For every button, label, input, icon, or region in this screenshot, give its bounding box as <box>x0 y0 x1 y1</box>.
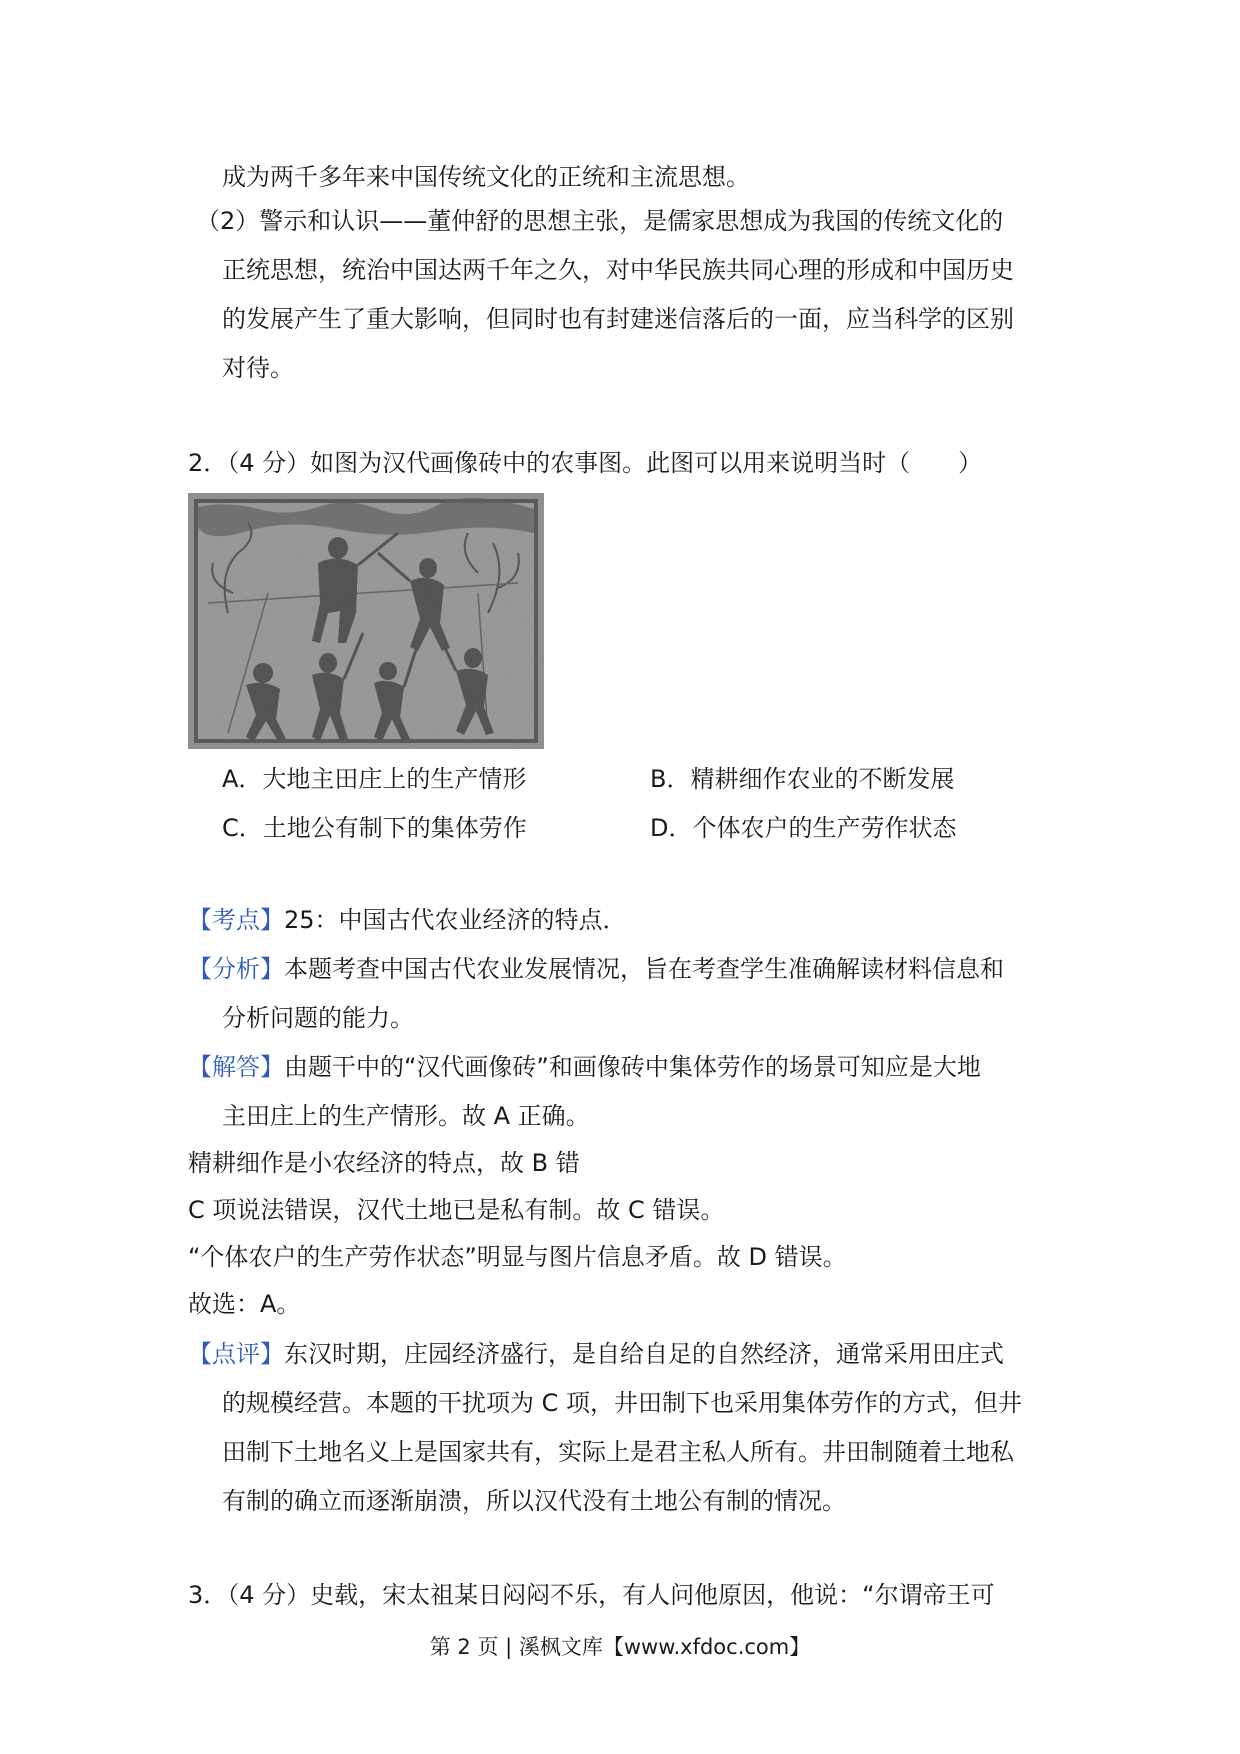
prev-answer-line: 成为两千多年来中国传统文化的正统和主流思想。 <box>222 163 750 191</box>
question-2-stem: 2．（4 分）如图为汉代画像砖中的农事图。此图可以用来说明当时（ ） <box>188 449 983 477</box>
dianping-line-3: 田制下土地名义上是国家共有，实际上是君主私人所有。井田制随着土地私 <box>222 1438 1014 1466</box>
fenxi-tag: 【分析】 <box>188 955 284 983</box>
option-d: D．个体农户的生产劳作状态 <box>650 814 957 842</box>
kaodian-line <box>188 903 627 937</box>
question-3-stem: 3．（4 分）史载，宋太祖某日闷闷不乐，有人问他原因，他说：“尔谓帝王可 <box>188 1581 995 1609</box>
fenxi-line-2: 分析问题的能力。 <box>222 1004 414 1032</box>
han-brick-relief-icon <box>188 493 544 749</box>
jieda-line-4: C 项说法错误，汉代土地已是私有制。故 C 错误。 <box>188 1196 725 1224</box>
jieda-line-6: 故选：A。 <box>188 1290 301 1318</box>
jieda-line-5: “个体农户的生产劳作状态”明显与图片信息矛盾。故 D 错误。 <box>188 1243 847 1271</box>
dianping-line <box>188 1337 1004 1371</box>
kaodian-text: 25：中国古代农业经济的特点． <box>284 906 627 934</box>
dianping-line-2: 的规模经营。本题的干扰项为 C 项，井田制下也采用集体劳作的方式，但井 <box>222 1389 1023 1417</box>
prev-answer-line: 正统思想，统治中国达两千年之久，对中华民族共同心理的形成和中国历史 <box>222 256 1014 284</box>
jieda-line-3: 精耕细作是小农经济的特点，故 B 错 <box>188 1149 580 1177</box>
han-brick-relief-image <box>188 493 544 749</box>
jieda-line <box>188 1050 981 1084</box>
fenxi-text: 本题考查中国古代农业发展情况，旨在考查学生准确解读材料信息和 <box>284 955 1004 983</box>
option-b: B．精耕细作农业的不断发展 <box>650 765 955 793</box>
jieda-tag: 【解答】 <box>188 1053 284 1081</box>
option-c: C．土地公有制下的集体劳作 <box>222 814 527 842</box>
fenxi-line <box>188 952 1004 986</box>
prev-answer-point2: （2）警示和认识——董仲舒的思想主张，是儒家思想成为我国的传统文化的 <box>196 207 1004 235</box>
jieda-text: 由题干中的“汉代画像砖”和画像砖中集体劳作的场景可知应是大地 <box>284 1053 981 1081</box>
jieda-line-2: 主田庄上的生产情形。故 A 正确。 <box>222 1102 590 1130</box>
page-footer: 第 2 页 | 溪枫文库【www.xfdoc.com】 <box>429 1635 811 1659</box>
dianping-tag: 【点评】 <box>188 1340 284 1368</box>
kaodian-tag: 【考点】 <box>188 906 284 934</box>
dianping-line-4: 有制的确立而逐渐崩溃，所以汉代没有土地公有制的情况。 <box>222 1487 846 1515</box>
prev-answer-line: 对待。 <box>222 354 294 382</box>
option-a: A．大地主田庄上的生产情形 <box>222 765 527 793</box>
prev-answer-line: 的发展产生了重大影响，但同时也有封建迷信落后的一面，应当科学的区别 <box>222 305 1014 333</box>
dianping-text: 东汉时期，庄园经济盛行，是自给自足的自然经济，通常采用田庄式 <box>284 1340 1004 1368</box>
